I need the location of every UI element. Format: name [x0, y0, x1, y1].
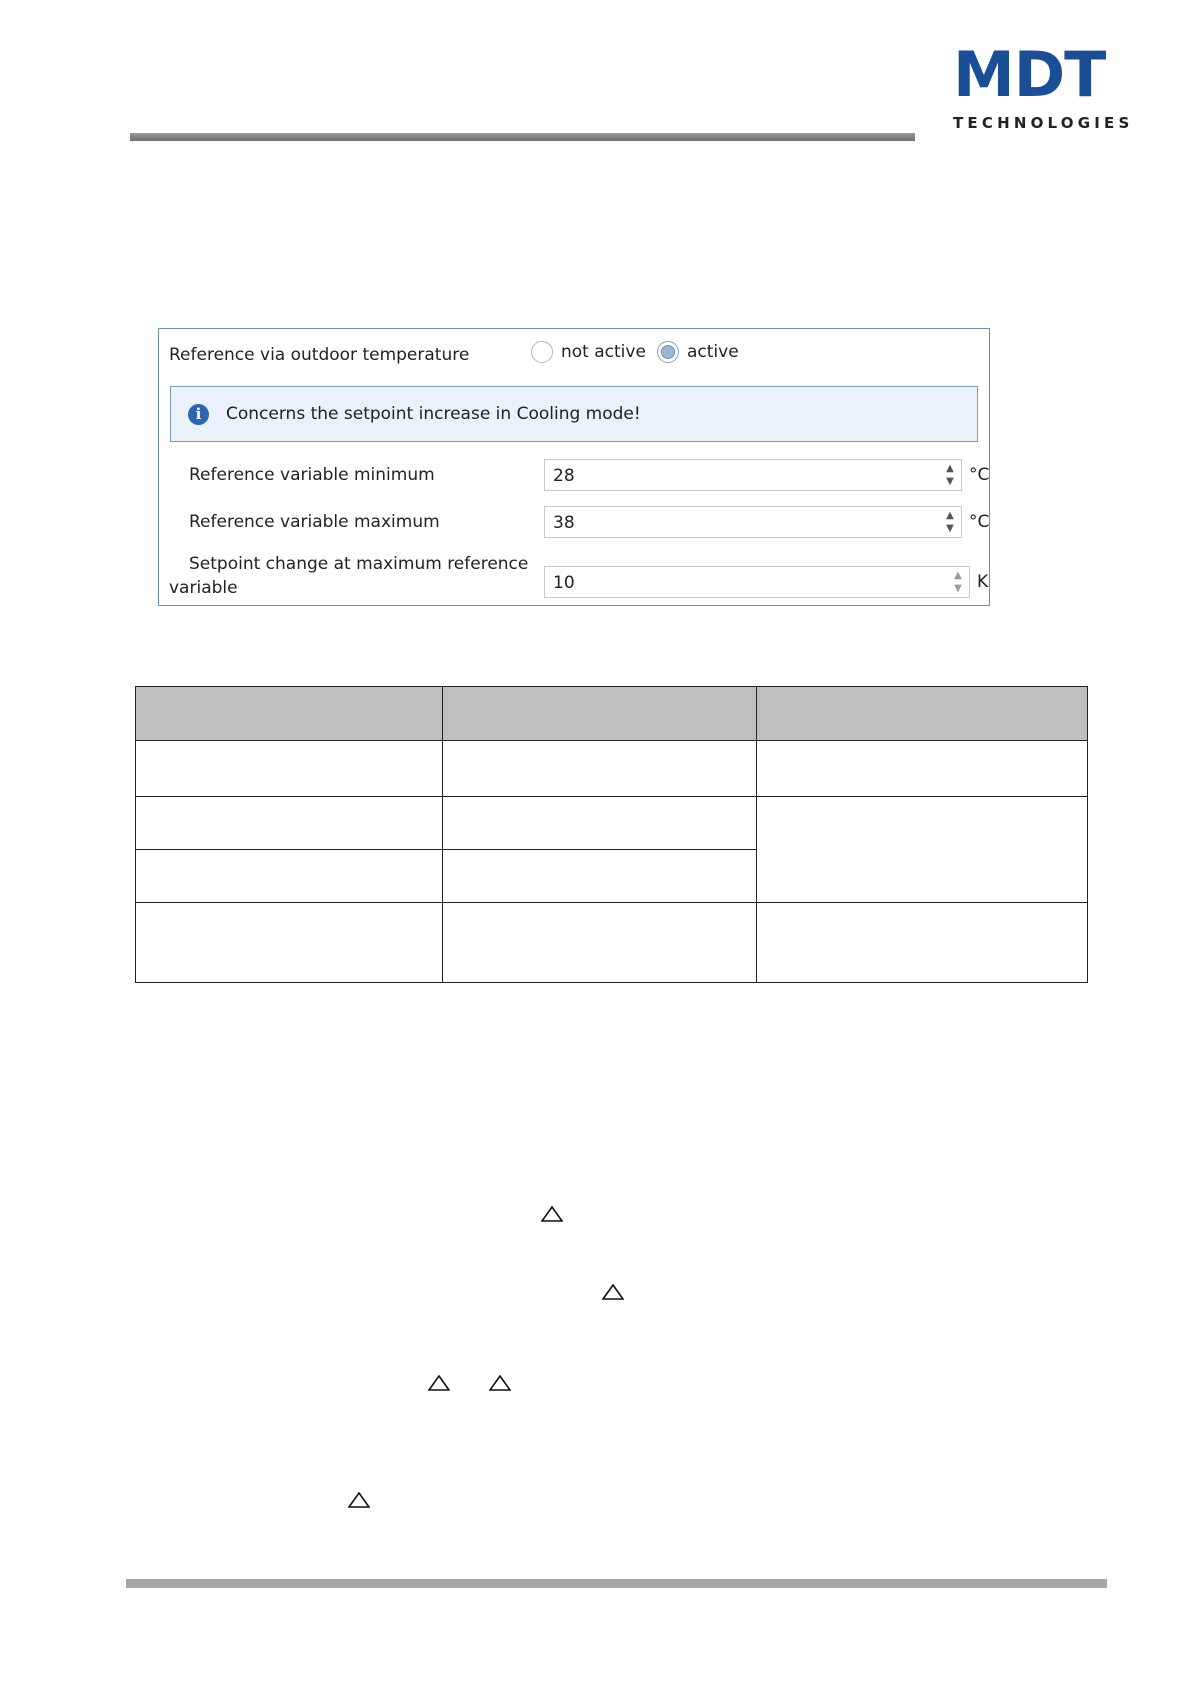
- table-header-cell: [756, 687, 1087, 741]
- unit-label: °C: [969, 465, 990, 485]
- triangle-symbol-icon: [348, 1492, 370, 1508]
- table-cell: [443, 797, 756, 850]
- parameter-table: [135, 686, 1088, 983]
- logo-mark: MDT: [953, 38, 1106, 111]
- table-header-row: [136, 687, 1088, 741]
- input-value: 10: [553, 573, 575, 593]
- field-reference-minimum: [169, 459, 990, 493]
- reference-label: Reference via outdoor temperature: [169, 345, 470, 365]
- radio-active-label: active: [687, 342, 739, 362]
- table-cell-merged: [756, 797, 1087, 903]
- table-cell: [443, 741, 756, 797]
- table-row: [136, 797, 1088, 850]
- info-text: Concerns the setpoint increase in Cooling mode!: [226, 404, 641, 424]
- table-cell: [756, 741, 1087, 797]
- table-cell: [443, 850, 756, 903]
- field-setpoint-change: [169, 554, 989, 604]
- reference-maximum-input[interactable]: [544, 506, 962, 538]
- table-header-cell: [443, 687, 756, 741]
- logo-subtitle: TECHNOLOGIES: [953, 114, 1134, 132]
- radio-selected-icon[interactable]: [657, 341, 679, 363]
- reference-minimum-input[interactable]: [544, 459, 962, 491]
- table-cell: [443, 903, 756, 983]
- unit-label: K: [977, 572, 989, 592]
- table-cell: [136, 850, 443, 903]
- spin-arrows-icon[interactable]: ▲ ▼: [954, 570, 962, 594]
- setpoint-change-input[interactable]: [544, 566, 970, 598]
- table-row: [136, 741, 1088, 797]
- triangle-symbol-icon: [428, 1375, 450, 1391]
- field-label: Reference variable minimum: [189, 465, 435, 485]
- radio-not-active-label: not active: [561, 342, 646, 362]
- spin-arrows-icon[interactable]: ▲ ▼: [946, 463, 954, 487]
- field-label-line2: variable: [169, 578, 238, 598]
- info-box: [170, 386, 978, 442]
- table-cell: [136, 797, 443, 850]
- spin-arrows-icon[interactable]: ▲ ▼: [946, 510, 954, 534]
- field-label: Reference variable maximum: [189, 512, 440, 532]
- table-cell: [136, 903, 443, 983]
- field-label-line1: Setpoint change at maximum reference: [189, 554, 529, 574]
- unit-label: °C: [969, 512, 990, 532]
- radio-circle-icon[interactable]: [531, 341, 553, 363]
- table-row: [136, 903, 1088, 983]
- reference-row: [169, 341, 979, 371]
- triangle-symbol-icon: [489, 1375, 511, 1391]
- input-value: 28: [553, 466, 575, 486]
- header-rule: [130, 133, 915, 141]
- parameter-panel: [158, 328, 990, 606]
- table-cell: [756, 903, 1087, 983]
- field-reference-maximum: [169, 506, 990, 540]
- radio-active[interactable]: [657, 341, 739, 363]
- triangle-symbol-icon: [602, 1284, 624, 1300]
- mdt-logo: [953, 38, 1134, 134]
- triangle-symbol-icon: [541, 1206, 563, 1222]
- input-value: 38: [553, 513, 575, 533]
- table-cell: [136, 741, 443, 797]
- table-header-cell: [136, 687, 443, 741]
- info-icon: i: [188, 404, 209, 425]
- footer-rule: [126, 1579, 1107, 1588]
- radio-not-active[interactable]: [531, 341, 646, 363]
